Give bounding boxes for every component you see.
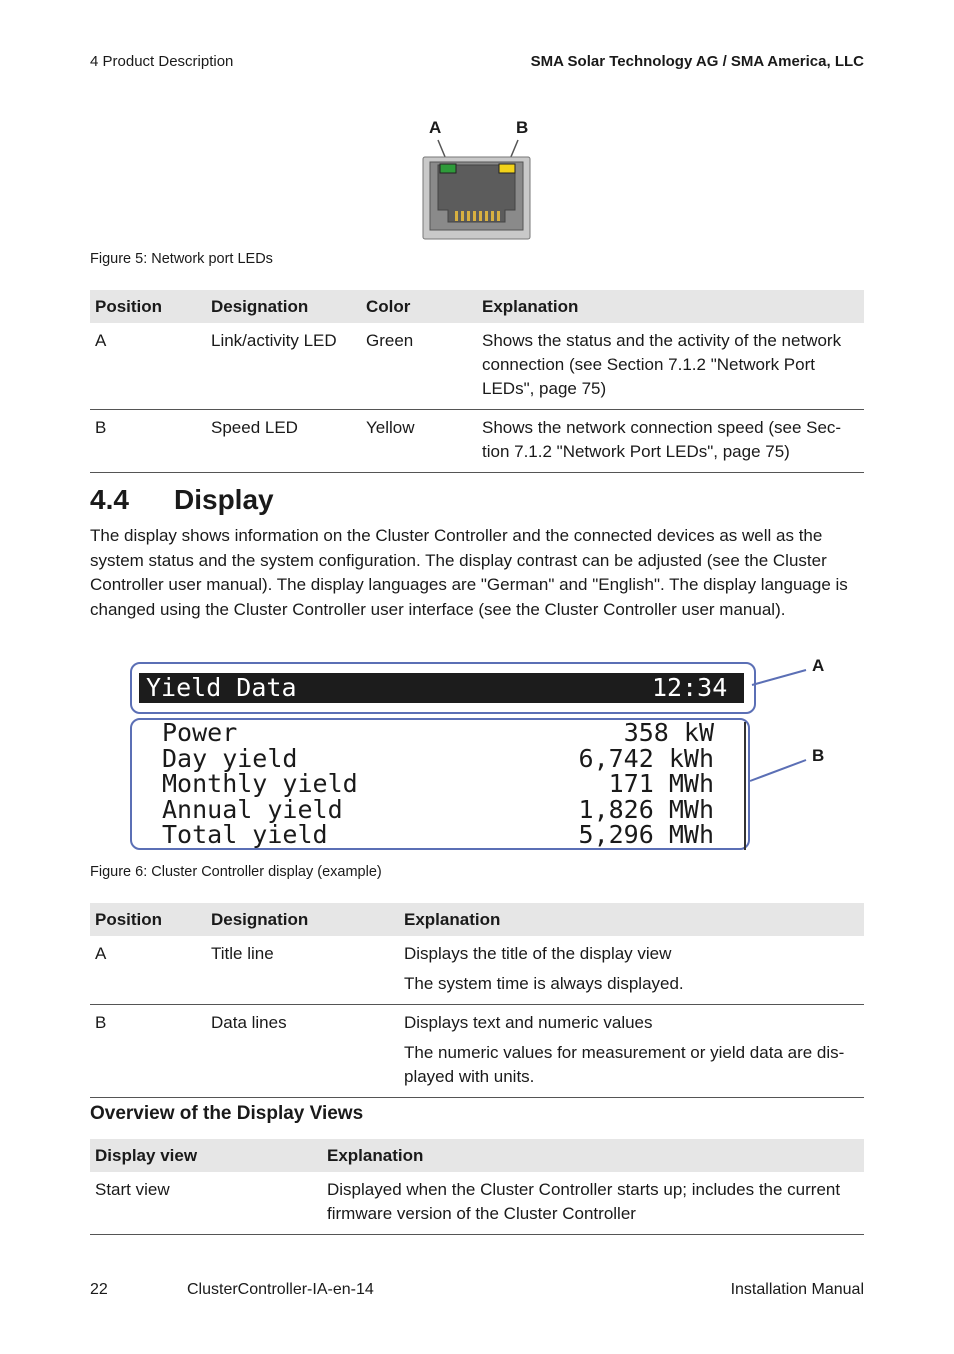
data-label: Total yield [162, 820, 328, 849]
section-heading [90, 484, 274, 516]
cell-position: A [90, 936, 206, 1005]
cell-designation: Data lines [206, 1005, 399, 1098]
col-position: Position [90, 903, 206, 936]
cell-position: A [90, 323, 206, 410]
data-value: 1,826 MWh [578, 795, 714, 824]
display-time: 12:34 [652, 673, 728, 702]
col-display-view: Display view [90, 1139, 322, 1172]
table-row [90, 936, 864, 1005]
data-value: 358 kW [623, 718, 714, 747]
figure5-label-b: B [516, 118, 529, 137]
data-label: Annual yield [162, 795, 343, 824]
table-row [90, 323, 864, 410]
cell-explanation: Shows the network connection speed (see Sec-tion 7.1.2 "Network Port LEDs", page 75) [477, 410, 864, 473]
cell-explanation [399, 936, 864, 1005]
display-callout-b: B [812, 746, 825, 765]
data-value: 6,742 kWh [578, 744, 714, 773]
col-color: Color [361, 290, 477, 323]
data-label: Monthly yield [162, 769, 358, 798]
col-explanation: Explanation [322, 1139, 864, 1172]
led-a-green [440, 164, 456, 173]
callout-lines [748, 660, 818, 790]
display-title: Yield Data [146, 673, 297, 702]
section-body: The display shows information on the Cluster Controller and the connected devices as well as the system status and the system configuration. The display contrast can be adjusted (see the Cluster Controller user manual). The display languages are "German" and "English". The display language is changed using the Cluster Controller user interface (see the Cluster Controller user manual). [90, 526, 848, 619]
led-table [90, 290, 864, 473]
data-label: Power [162, 718, 238, 747]
header-section: 4 Product Description [90, 53, 234, 70]
cell-color: Green [361, 323, 477, 410]
table-row [90, 1172, 864, 1235]
col-designation: Designation [206, 290, 361, 323]
cell-view: Start view [90, 1172, 322, 1235]
display-table [90, 903, 864, 1098]
cell-position: B [90, 1005, 206, 1098]
data-label: Day yield [162, 744, 298, 773]
cell-position: B [90, 410, 206, 473]
col-explanation: Explanation [477, 290, 864, 323]
display-edge [744, 722, 746, 850]
cell-designation: Speed LED [206, 410, 361, 473]
cell-explanation: Shows the status and the activity of the network connection (see Section 7.1.2 "Network Port LEDs", page 75) [477, 323, 864, 410]
table-row [90, 1005, 864, 1098]
overview-table [90, 1139, 864, 1235]
figure6-caption: Figure 6: Cluster Controller display (example) [90, 864, 382, 880]
cell-designation: Title line [206, 936, 399, 1005]
data-value: 5,296 MWh [578, 820, 714, 849]
footer-page-number: 22 [90, 1281, 108, 1298]
explanation-line: The numeric values for measurement or yield data are dis-played with units. [404, 1043, 845, 1086]
cell-explanation: Displayed when the Cluster Controller starts up; includes the current firmware version of the Cluster Controller [322, 1172, 864, 1235]
display-callout-a: A [812, 656, 825, 675]
footer-doc-type: Installation Manual [730, 1281, 864, 1298]
explanation-line: Displays the title of the display view [404, 944, 672, 963]
explanation-line: Displays text and numeric values [404, 1013, 653, 1032]
overview-heading: Overview of the Display Views [90, 1103, 364, 1124]
section-title: Display [174, 484, 274, 515]
network-port-illustration [420, 135, 535, 243]
cell-explanation [399, 1005, 864, 1098]
cell-designation: Link/activity LED [206, 323, 361, 410]
section-number: 4.4 [90, 484, 129, 515]
cell-color: Yellow [361, 410, 477, 473]
col-position: Position [90, 290, 206, 323]
col-designation: Designation [206, 903, 399, 936]
footer-doc-id: ClusterController-IA-en-14 [187, 1281, 374, 1298]
led-b-yellow [499, 164, 515, 173]
col-explanation: Explanation [399, 903, 864, 936]
explanation-line: The system time is always displayed. [404, 974, 684, 993]
header-company: SMA Solar Technology AG / SMA America, LLC [530, 53, 864, 70]
data-value: 171 MWh [608, 769, 714, 798]
figure5-label-a: A [429, 118, 442, 137]
figure5-caption: Figure 5: Network port LEDs [90, 251, 273, 267]
table-row [90, 410, 864, 473]
